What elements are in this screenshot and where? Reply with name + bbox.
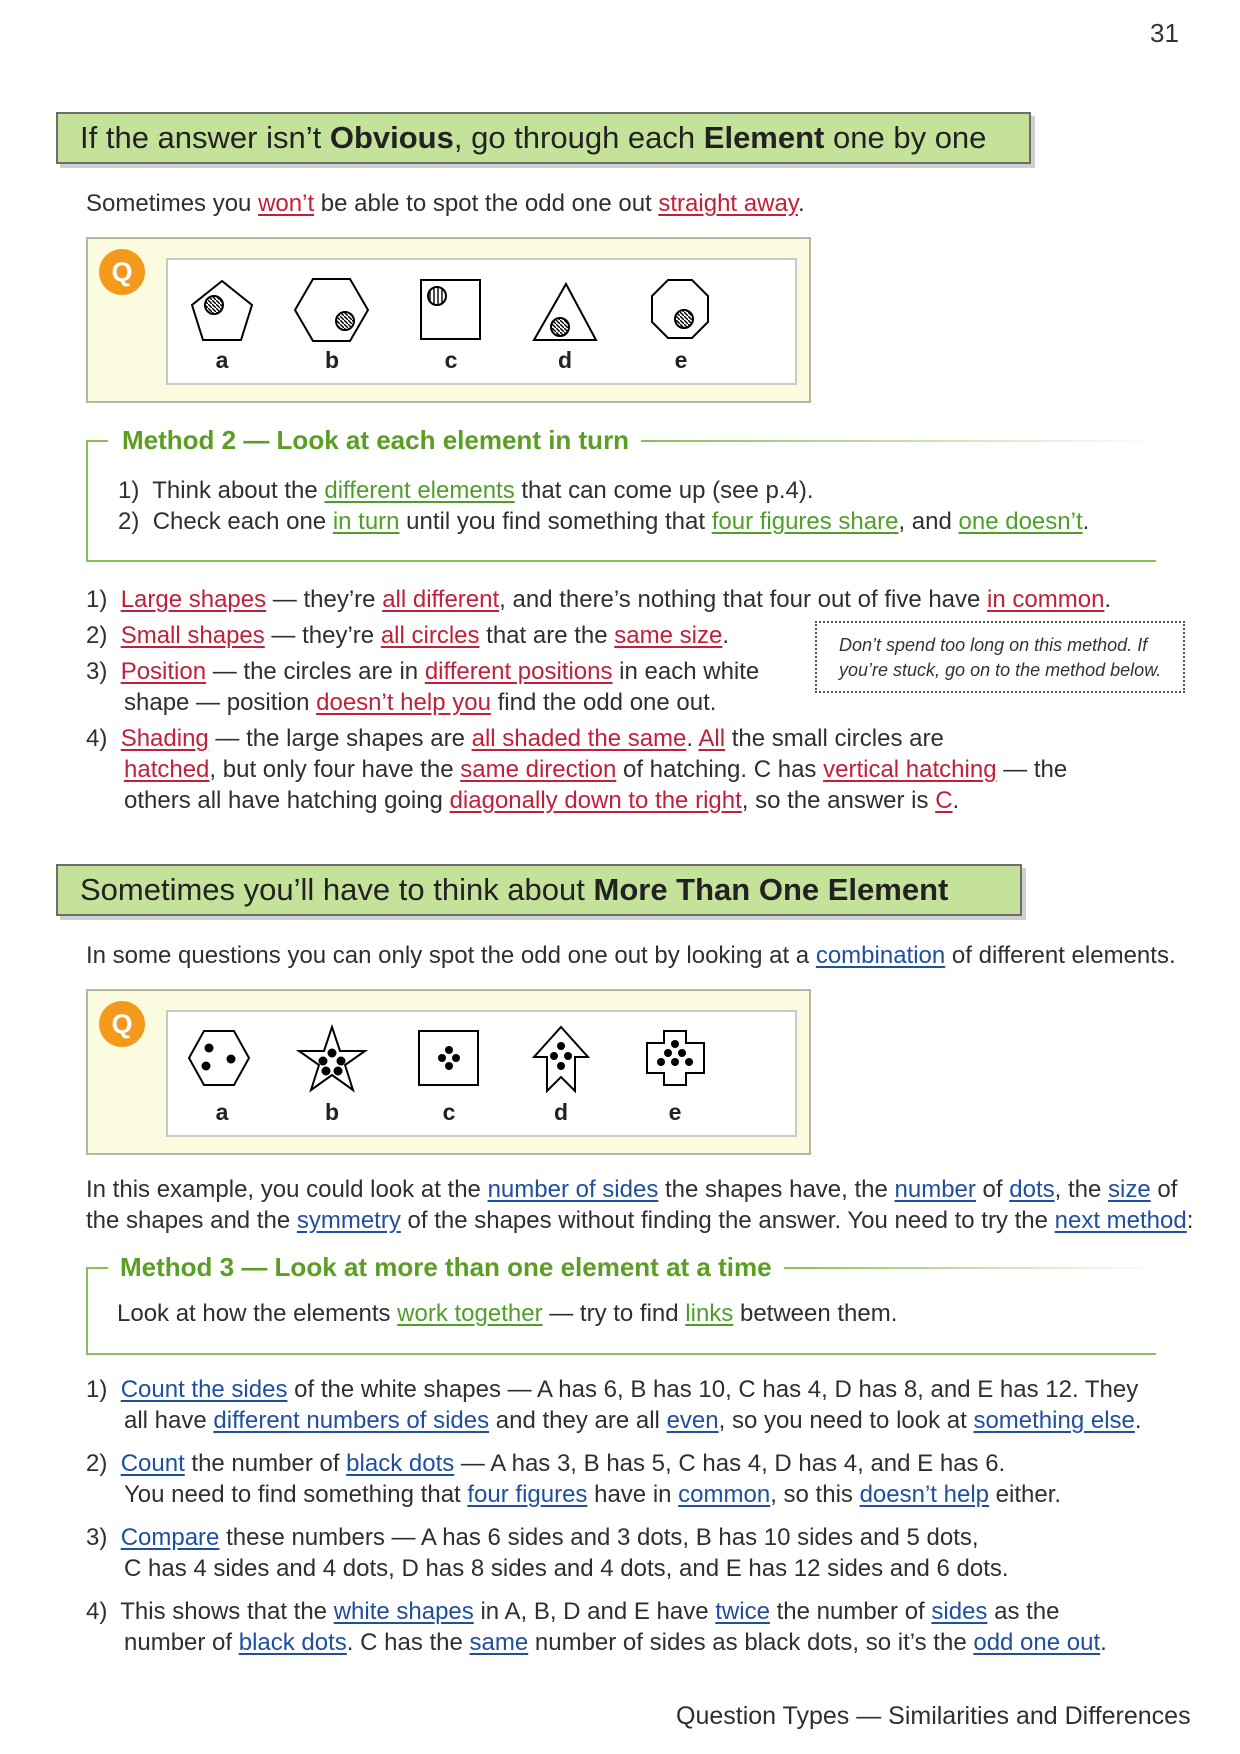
text: number of bbox=[124, 1629, 239, 1656]
text: . bbox=[1104, 586, 1112, 613]
point-number: 2) bbox=[86, 1450, 108, 1477]
figure-d-arrow-4-dots bbox=[534, 1027, 588, 1091]
key-phrase: next method bbox=[1054, 1207, 1187, 1234]
key-phrase: Shading bbox=[120, 725, 209, 752]
key-phrase: dots bbox=[1009, 1176, 1055, 1203]
text: . bbox=[1134, 1407, 1142, 1434]
key-phrase: white shapes bbox=[333, 1598, 474, 1625]
method-3-rule-left bbox=[86, 1267, 110, 1269]
text: the number of bbox=[769, 1598, 932, 1625]
key-phrase: combination bbox=[815, 942, 946, 969]
point-1 bbox=[86, 584, 1111, 615]
intro-paragraph-2 bbox=[86, 940, 1176, 971]
text: of bbox=[1150, 1176, 1178, 1203]
point-4-continued bbox=[124, 754, 1067, 785]
text: . bbox=[722, 622, 729, 649]
key-phrase: different numbers of sides bbox=[213, 1407, 490, 1434]
text: In this example, you could look at the bbox=[86, 1176, 488, 1203]
key-phrase: doesn’t help bbox=[859, 1481, 990, 1508]
key-phrase: in turn bbox=[332, 508, 400, 535]
option-c-label: c bbox=[444, 347, 458, 373]
text: as the bbox=[987, 1598, 1060, 1625]
key-phrase: All bbox=[698, 725, 726, 752]
figure-a-hexagon-3-dots bbox=[189, 1031, 249, 1085]
text: . bbox=[952, 787, 960, 814]
banner-text: Sometimes you’ll have to think about bbox=[80, 872, 594, 907]
option-a-label: a bbox=[215, 347, 229, 373]
key-phrase: common bbox=[678, 1481, 771, 1508]
text: Check each one bbox=[152, 508, 333, 535]
method-2-step-2 bbox=[118, 506, 1089, 537]
text: others all have hatching going bbox=[124, 787, 450, 814]
text: that can come up (see p.4). bbox=[514, 477, 814, 504]
option-d-label: d bbox=[557, 347, 573, 373]
text: the shapes have, the bbox=[658, 1176, 895, 1203]
key-phrase: even bbox=[666, 1407, 719, 1434]
example-paragraph-line-1 bbox=[86, 1174, 1177, 1205]
option-a-label: a bbox=[215, 1099, 229, 1125]
tip-note bbox=[815, 621, 1185, 693]
text: these numbers — A has 6 sides and 3 dots, B has 10 sides and 5 dots, bbox=[219, 1524, 979, 1551]
point-2-3 bbox=[86, 1522, 979, 1553]
text: in each white bbox=[612, 658, 760, 685]
text: of bbox=[975, 1176, 1010, 1203]
text: find the odd one out. bbox=[490, 689, 717, 716]
figure-d-triangle bbox=[534, 284, 596, 340]
text: . bbox=[1100, 1629, 1107, 1656]
text: Look at how the elements bbox=[117, 1300, 398, 1327]
key-phrase: all different bbox=[382, 586, 500, 613]
point-2-1-continued bbox=[124, 1405, 1142, 1436]
text: — the circles are in bbox=[206, 658, 425, 685]
example-paragraph-line-2 bbox=[86, 1205, 1193, 1236]
key-phrase: straight away bbox=[658, 190, 799, 217]
text: number of sides as black dots, so it’s the bbox=[528, 1629, 974, 1656]
point-2-3-continued: C has 4 sides and 4 dots, D has 8 sides and 4 dots, and E has 12 sides and 6 dots. bbox=[124, 1555, 1009, 1582]
key-phrase: doesn’t help you bbox=[316, 689, 491, 716]
point-2-4 bbox=[86, 1596, 1059, 1627]
text: , so the answer is bbox=[741, 787, 936, 814]
option-b-label: b bbox=[324, 347, 340, 373]
point-2-1 bbox=[86, 1374, 1138, 1405]
text: This shows that the bbox=[120, 1598, 334, 1625]
option-e-label: e bbox=[674, 347, 688, 373]
text: Think about the bbox=[152, 477, 325, 504]
point-3 bbox=[86, 656, 759, 687]
text: that are the bbox=[479, 622, 615, 649]
figure-a-pentagon bbox=[192, 281, 252, 340]
key-phrase: work together bbox=[397, 1300, 543, 1327]
key-phrase: all circles bbox=[380, 622, 480, 649]
text: . bbox=[798, 190, 805, 217]
key-phrase: different positions bbox=[424, 658, 613, 685]
tip-note-line: you’re stuck, go on to the method below. bbox=[839, 660, 1162, 680]
text: , and bbox=[898, 508, 959, 535]
text: — the bbox=[996, 756, 1068, 783]
key-phrase: black dots bbox=[346, 1450, 455, 1477]
point-number: 4) bbox=[86, 725, 108, 752]
section-banner-obvious bbox=[56, 112, 1031, 164]
key-phrase: links bbox=[685, 1300, 734, 1327]
intro-paragraph bbox=[86, 188, 805, 219]
key-phrase: twice bbox=[715, 1598, 770, 1625]
key-phrase: different elements bbox=[324, 477, 515, 504]
text: either. bbox=[989, 1481, 1062, 1508]
key-phrase: Large shapes bbox=[120, 586, 267, 613]
banner-text: If the answer isn’t bbox=[80, 120, 330, 155]
key-phrase: Small shapes bbox=[120, 622, 265, 649]
key-phrase: same size bbox=[614, 622, 723, 649]
question-box-1 bbox=[86, 237, 811, 403]
figure-e-octagon bbox=[652, 280, 708, 338]
banner-bold: More Than One Element bbox=[593, 872, 949, 907]
text: until you find something that bbox=[399, 508, 712, 535]
text: the number of bbox=[184, 1450, 347, 1477]
text: of the white shapes — A has 6, B has 10, C has 4, D has 8, and E has 12. They bbox=[287, 1376, 1139, 1403]
point-3-continued bbox=[124, 687, 716, 718]
key-phrase: black dots bbox=[238, 1629, 347, 1656]
point-4 bbox=[86, 723, 944, 754]
page-footer: Question Types — Similarities and Differences bbox=[676, 1702, 1191, 1730]
option-b-label: b bbox=[324, 1099, 340, 1125]
key-phrase: symmetry bbox=[296, 1207, 401, 1234]
banner-bold: Element bbox=[703, 120, 825, 155]
question-badge: Q bbox=[99, 249, 145, 295]
text: of hatching. C has bbox=[616, 756, 824, 783]
method-3-title: Method 3 — Look at more than one element at a time bbox=[108, 1252, 784, 1283]
text: and they are all bbox=[489, 1407, 667, 1434]
text: the shapes and the bbox=[86, 1207, 297, 1234]
text: , but only four have the bbox=[209, 756, 461, 783]
text: , and there’s nothing that four out of five have bbox=[499, 586, 988, 613]
text: . bbox=[686, 725, 699, 752]
text: — they’re bbox=[264, 622, 381, 649]
tip-note-line: Don’t spend too long on this method. If bbox=[839, 635, 1148, 655]
method-2-title: Method 2 — Look at each element in turn bbox=[110, 425, 641, 456]
figure-c-square bbox=[421, 280, 480, 339]
key-phrase: four figures bbox=[467, 1481, 588, 1508]
text: of different elements. bbox=[945, 942, 1176, 969]
method-3-rule bbox=[780, 1267, 1160, 1269]
point-number: 4) bbox=[86, 1598, 108, 1625]
point-2-2-continued bbox=[124, 1479, 1061, 1510]
key-phrase: number of sides bbox=[487, 1176, 659, 1203]
question-badge: Q bbox=[99, 1001, 145, 1047]
key-phrase: Compare bbox=[120, 1524, 220, 1551]
key-phrase: size bbox=[1108, 1176, 1151, 1203]
point-number: 3) bbox=[86, 1524, 108, 1551]
key-phrase: odd one out bbox=[973, 1629, 1101, 1656]
key-phrase: Position bbox=[120, 658, 207, 685]
text: of the shapes without finding the answer. You need to try the bbox=[400, 1207, 1055, 1234]
text: Sometimes you bbox=[86, 190, 259, 217]
question-box-2 bbox=[86, 989, 811, 1155]
figure-b-star-5-dots bbox=[299, 1027, 365, 1090]
question-figures bbox=[166, 258, 797, 385]
text: — A has 3, B has 5, C has 4, D has 4, and E has 6. bbox=[454, 1450, 1006, 1477]
key-phrase: diagonally down to the right bbox=[449, 787, 742, 814]
key-phrase: all shaded the same bbox=[471, 725, 687, 752]
option-c-label: c bbox=[442, 1099, 456, 1125]
figure-e-cross-6-dots bbox=[647, 1031, 704, 1085]
text: all have bbox=[124, 1407, 214, 1434]
text: In some questions you can only spot the odd one out by looking at a bbox=[86, 942, 816, 969]
key-phrase: Count bbox=[120, 1450, 185, 1477]
text: between them. bbox=[733, 1300, 898, 1327]
point-4-conclusion bbox=[124, 785, 959, 816]
point-2-2 bbox=[86, 1448, 1005, 1479]
key-phrase: hatched bbox=[124, 756, 210, 783]
banner-text: , go through each bbox=[453, 120, 704, 155]
point-2 bbox=[86, 620, 729, 651]
key-phrase: four figures share bbox=[711, 508, 899, 535]
key-phrase: sides bbox=[931, 1598, 988, 1625]
method-3-text bbox=[117, 1298, 897, 1329]
text: be able to spot the odd one out bbox=[314, 190, 659, 217]
point-2-4-continued bbox=[124, 1627, 1107, 1658]
key-phrase: same direction bbox=[460, 756, 617, 783]
method-2-rule bbox=[640, 440, 1160, 442]
point-number: 2) bbox=[86, 622, 108, 649]
method-2-step-1 bbox=[118, 475, 814, 506]
key-phrase: won’t bbox=[258, 190, 315, 217]
step-number: 1) bbox=[118, 477, 140, 504]
option-d-label: d bbox=[553, 1099, 569, 1125]
answer: C bbox=[935, 787, 953, 814]
key-phrase: same bbox=[469, 1629, 529, 1656]
text: — they’re bbox=[266, 586, 383, 613]
key-phrase: vertical hatching bbox=[823, 756, 997, 783]
key-phrase: in common bbox=[987, 586, 1105, 613]
point-number: 1) bbox=[86, 586, 108, 613]
figure-c-square-4-dots bbox=[419, 1031, 478, 1085]
text: : bbox=[1186, 1207, 1194, 1234]
banner-text: one by one bbox=[824, 120, 987, 155]
text: — the large shapes are bbox=[208, 725, 472, 752]
text: — try to find bbox=[542, 1300, 686, 1327]
page-number: 31 bbox=[1150, 18, 1179, 48]
point-number: 3) bbox=[86, 658, 108, 685]
text: have in bbox=[587, 1481, 679, 1508]
question-figures bbox=[166, 1010, 797, 1137]
point-number: 1) bbox=[86, 1376, 108, 1403]
text: shape — position bbox=[124, 689, 317, 716]
text: the small circles are bbox=[725, 725, 944, 752]
option-e-label: e bbox=[668, 1099, 682, 1125]
banner-bold: Obvious bbox=[329, 120, 454, 155]
text: . bbox=[1082, 508, 1090, 535]
key-phrase: something else bbox=[973, 1407, 1135, 1434]
key-phrase: one doesn’t bbox=[958, 508, 1083, 535]
text: in A, B, D and E have bbox=[473, 1598, 716, 1625]
step-number: 2) bbox=[118, 508, 140, 535]
section-banner-more-than-one bbox=[56, 864, 1022, 916]
text: , so you need to look at bbox=[718, 1407, 974, 1434]
figure-b-hexagon bbox=[295, 279, 368, 341]
key-phrase: number bbox=[894, 1176, 976, 1203]
text: , so this bbox=[770, 1481, 860, 1508]
key-phrase: Count the sides bbox=[120, 1376, 288, 1403]
text: , the bbox=[1054, 1176, 1108, 1203]
text: . C has the bbox=[346, 1629, 470, 1656]
text: You need to find something that bbox=[124, 1481, 468, 1508]
